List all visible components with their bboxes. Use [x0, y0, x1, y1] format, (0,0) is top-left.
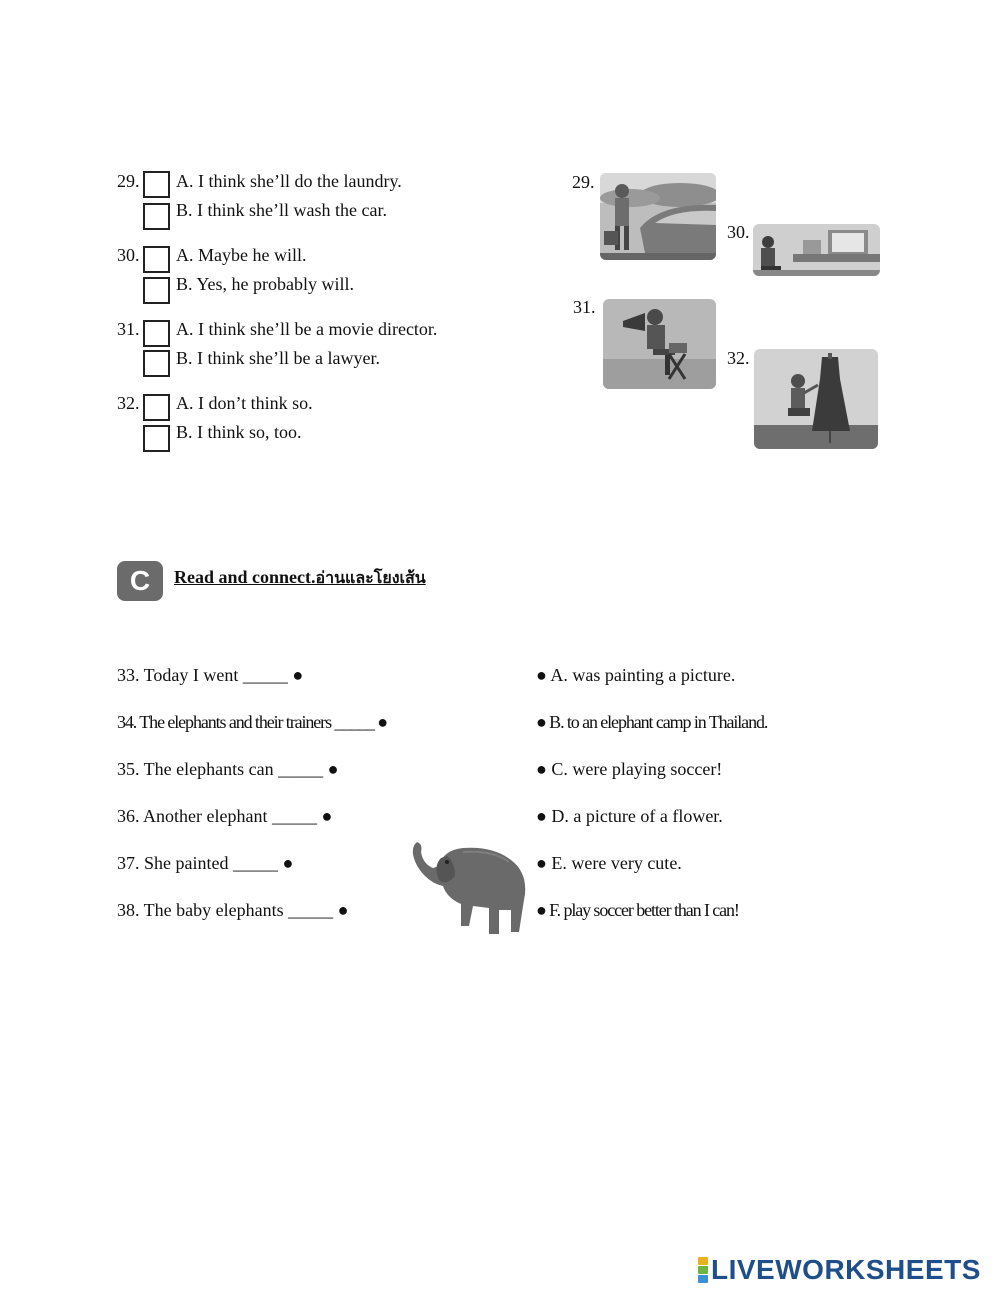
picture-number: 31.	[573, 297, 596, 317]
logo-blocks-icon	[698, 1257, 708, 1283]
match-left-35[interactable]: 35. The elephants can _____ ●	[117, 759, 339, 779]
match-left-36[interactable]: 36. Another elephant _____ ●	[117, 806, 333, 826]
answer-checkbox-32a[interactable]	[143, 394, 170, 421]
picture-number: 30.	[727, 222, 750, 242]
option-32a: A. I don’t think so.	[176, 393, 313, 413]
answer-checkbox-31b[interactable]	[143, 350, 170, 377]
match-right-b[interactable]: ● B. to an elephant camp in Thailand.	[536, 712, 768, 732]
question-number: 30.	[117, 245, 140, 265]
option-32b: B. I think so, too.	[176, 422, 302, 442]
answer-checkbox-30a[interactable]	[143, 246, 170, 273]
question-number: 31.	[117, 319, 140, 339]
option-31b: B. I think she’ll be a lawyer.	[176, 348, 380, 368]
option-29a: A. I think she’ll do the laundry.	[176, 171, 402, 191]
answer-checkbox-29a[interactable]	[143, 171, 170, 198]
match-right-a[interactable]: ● A. was painting a picture.	[536, 665, 736, 685]
match-right-c[interactable]: ● C. were playing soccer!	[536, 759, 723, 779]
match-left-34[interactable]: 34. The elephants and their trainers _____ ●	[117, 712, 388, 732]
man-at-computer-desk-illustration	[753, 224, 880, 276]
question-number: 32.	[117, 393, 140, 413]
answer-checkbox-30b[interactable]	[143, 277, 170, 304]
match-right-e[interactable]: ● E. were very cute.	[536, 853, 682, 873]
logo-text: LIVEWORKSHEETS	[711, 1254, 981, 1285]
match-left-33[interactable]: 33. Today I went _____ ●	[117, 665, 304, 685]
answer-checkbox-29b[interactable]	[143, 203, 170, 230]
picture-number: 32.	[727, 348, 750, 368]
option-29b: B. I think she’ll wash the car.	[176, 200, 387, 220]
elephant-photo	[403, 836, 530, 937]
section-title-thai: อ่านและโยงเส้น	[315, 568, 426, 587]
answer-checkbox-32b[interactable]	[143, 425, 170, 452]
liveworksheets-logo	[698, 1253, 981, 1287]
option-30b: B. Yes, he probably will.	[176, 274, 355, 294]
match-right-f[interactable]: ● F. play soccer better than I can!	[536, 900, 739, 920]
section-title	[174, 566, 426, 591]
section-badge: C	[117, 561, 163, 601]
question-number: 29.	[117, 171, 140, 191]
match-left-37[interactable]: 37. She painted _____ ●	[117, 853, 294, 873]
director-with-megaphone-illustration	[603, 299, 716, 389]
section-title-english: Read and connect.	[174, 567, 316, 587]
picture-number: 29.	[572, 172, 595, 192]
match-left-38[interactable]: 38. The baby elephants _____ ●	[117, 900, 349, 920]
dressmaker-with-gown-illustration	[754, 349, 878, 449]
option-30a: A. Maybe he will.	[176, 245, 307, 265]
option-31a: A. I think she’ll be a movie director.	[176, 319, 438, 339]
woman-washing-car-illustration	[600, 173, 716, 260]
answer-checkbox-31a[interactable]	[143, 320, 170, 347]
match-right-d[interactable]: ● D. a picture of a flower.	[536, 806, 723, 826]
